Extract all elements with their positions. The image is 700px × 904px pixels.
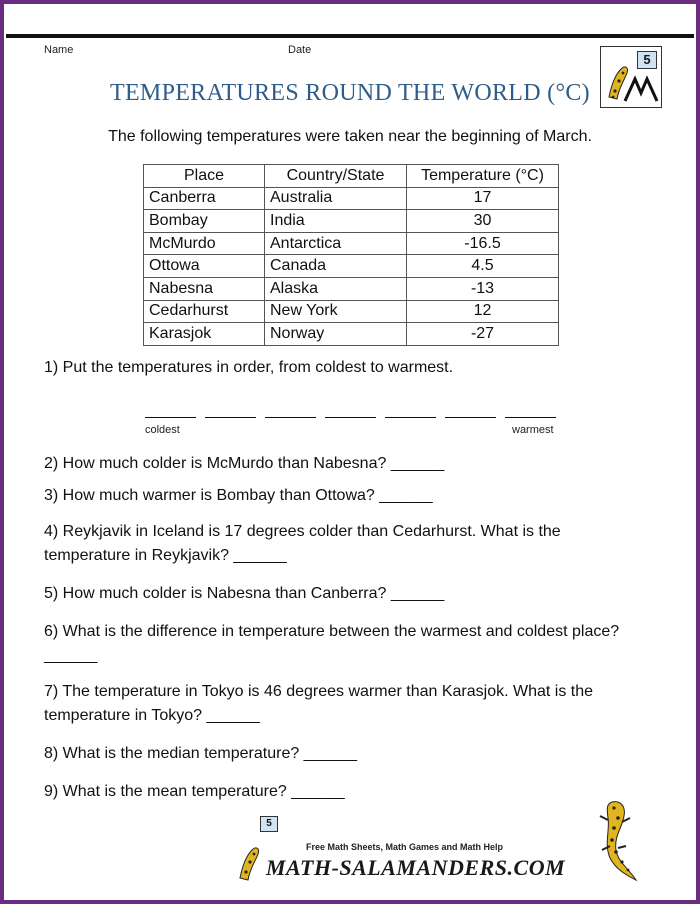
ordering-blanks bbox=[145, 404, 556, 418]
footer-tagline: Free Math Sheets, Math Games and Math Help bbox=[306, 842, 504, 852]
cell-place: Nabesna bbox=[144, 277, 265, 300]
cell-country: Alaska bbox=[265, 277, 407, 300]
table-row bbox=[144, 210, 559, 233]
cell-temperature: 4.5 bbox=[407, 255, 559, 278]
top-rule bbox=[6, 34, 694, 38]
date-label: Date bbox=[288, 44, 312, 56]
cell-place: Bombay bbox=[144, 210, 265, 233]
name-label: Name bbox=[44, 44, 74, 56]
question-6: 6) What is the difference in temperature between the warmest and coldest place? ______ bbox=[44, 623, 620, 664]
header-place: Place bbox=[144, 165, 265, 188]
cell-place: Ottowa bbox=[144, 255, 265, 278]
table-row bbox=[144, 277, 559, 300]
cell-country: Canada bbox=[265, 255, 407, 278]
header-country: Country/State bbox=[265, 165, 407, 188]
temperature-table bbox=[143, 164, 559, 346]
cell-temperature: 12 bbox=[407, 300, 559, 323]
header-temperature: Temperature (°C) bbox=[407, 165, 559, 188]
cell-temperature: 30 bbox=[407, 210, 559, 233]
cell-place: Cedarhurst bbox=[144, 300, 265, 323]
cell-country: India bbox=[265, 210, 407, 233]
answer-blank[interactable] bbox=[205, 404, 256, 418]
answer-blank[interactable] bbox=[265, 404, 316, 418]
question-4: 4) Reykjavik in Iceland is 17 degrees colder than Cedarhurst. What is the temperature in Reykjavik? ______ bbox=[44, 523, 561, 564]
table-row bbox=[144, 187, 559, 210]
cell-country: Norway bbox=[265, 323, 407, 346]
question-7: 7) The temperature in Tokyo is 46 degrees warmer than Karasjok. What is the temperature in Tokyo? ______ bbox=[44, 683, 594, 724]
table-header-row bbox=[144, 165, 559, 188]
answer-blank[interactable] bbox=[325, 404, 376, 418]
question-5: 5) How much colder is Nabesna than Canberra? ______ bbox=[44, 585, 445, 602]
cell-temperature: -27 bbox=[407, 323, 559, 346]
cell-place: Karasjok bbox=[144, 323, 265, 346]
intro-text: The following temperatures were taken near the beginning of March. bbox=[108, 128, 592, 145]
question-8: 8) What is the median temperature? ______ bbox=[44, 745, 358, 762]
table-row bbox=[144, 323, 559, 346]
cell-place: McMurdo bbox=[144, 232, 265, 255]
worksheet-page bbox=[4, 4, 696, 900]
cell-country: New York bbox=[265, 300, 407, 323]
question-9: 9) What is the mean temperature? ______ bbox=[44, 783, 345, 800]
answer-blank[interactable] bbox=[445, 404, 496, 418]
cell-country: Australia bbox=[265, 187, 407, 210]
cell-country: Antarctica bbox=[265, 232, 407, 255]
footer-brand: MATH-SALAMANDERS.COM bbox=[266, 855, 566, 880]
warmest-label: warmest bbox=[512, 424, 554, 436]
cell-temperature: -13 bbox=[407, 277, 559, 300]
question-2: 2) How much colder is McMurdo than Nabesna? ______ bbox=[44, 455, 445, 472]
coldest-label: coldest bbox=[145, 424, 180, 436]
table-row bbox=[144, 232, 559, 255]
grade-badge: 5 bbox=[637, 51, 657, 69]
footer-grade-badge: 5 bbox=[260, 816, 278, 832]
question-1: 1) Put the temperatures in order, from coldest to warmest. bbox=[44, 359, 454, 376]
salamander-icon bbox=[594, 796, 644, 886]
answer-blank[interactable] bbox=[145, 404, 196, 418]
cell-place: Canberra bbox=[144, 187, 265, 210]
cell-temperature: 17 bbox=[407, 187, 559, 210]
page-title: TEMPERATURES ROUND THE WORLD (°C) bbox=[110, 80, 590, 106]
answer-blank[interactable] bbox=[385, 404, 436, 418]
table-row bbox=[144, 300, 559, 323]
answer-blank[interactable] bbox=[505, 404, 556, 418]
question-3: 3) How much warmer is Bombay than Ottowa? ______ bbox=[44, 487, 433, 504]
table-row bbox=[144, 255, 559, 278]
cell-temperature: -16.5 bbox=[407, 232, 559, 255]
